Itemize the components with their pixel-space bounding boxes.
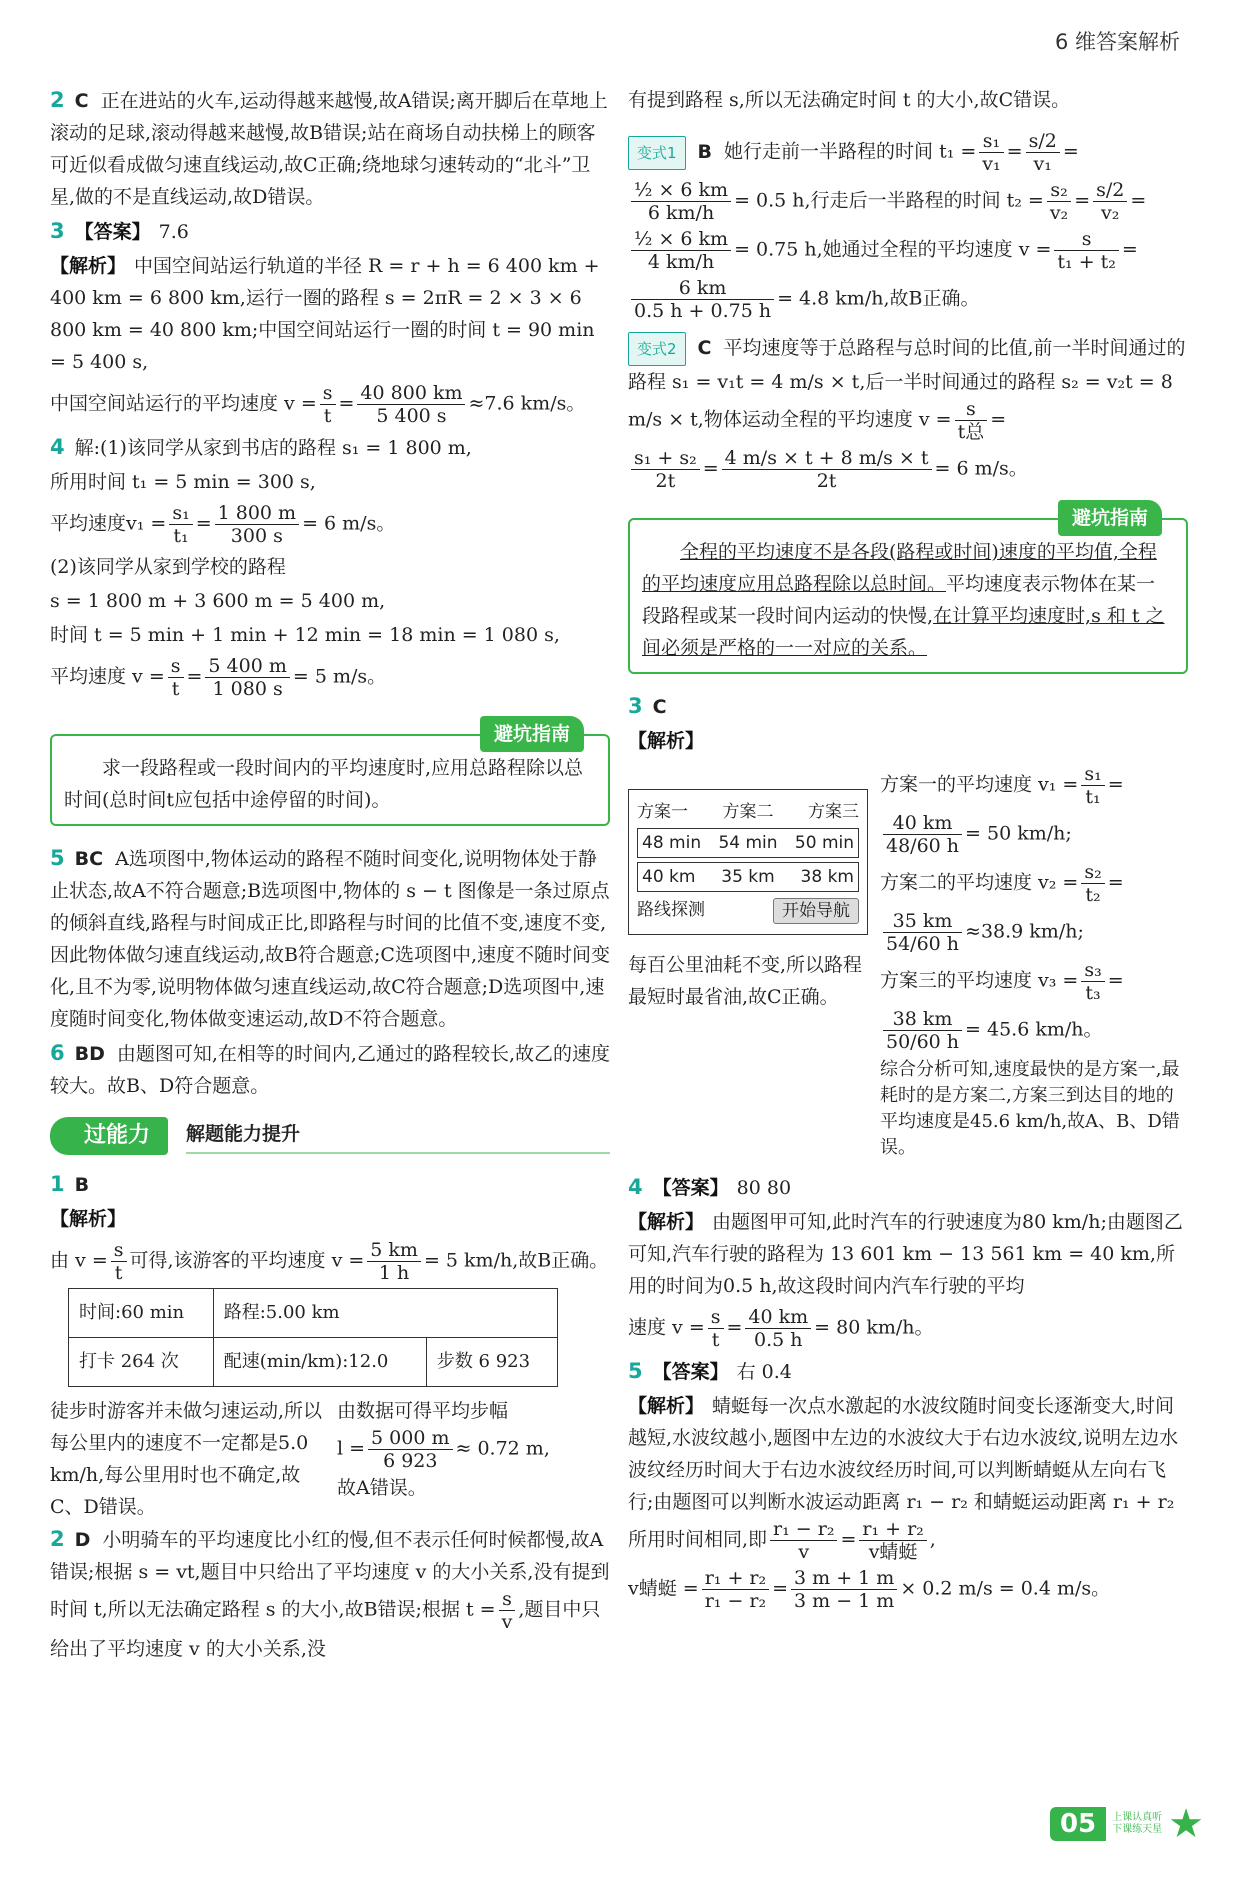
table-cell: 打卡 264 次 <box>69 1338 214 1387</box>
page-header: 6 维答案解析 <box>1054 30 1180 54</box>
p1-note-right: 由数据可得平均步幅 l = $\frac{5 000 m}{6 923}$ ≈ 0.72 m, 故A错误。 <box>337 1400 550 1499</box>
p1-formula: 由 v = $\frac{s}{t}$ 可得,该游客的平均速度 v = $\frac{5 km}{1 h}$ = 5 km/h,故B正确。 <box>50 1239 609 1284</box>
p4-explanation: 【解析】 由题图甲可知,此时汽车的行驶速度为80 km/h;由题图乙可知,汽车行驶的路程为 13 601 km − 13 561 km = 40 km,所用的时间为0.5 h,故这段时间内汽车行驶的平均 <box>628 1211 1183 1297</box>
section-banner <box>50 1118 610 1154</box>
p1: 1 B <box>50 1172 90 1196</box>
variant-tag: 变式1 <box>628 136 686 170</box>
p3-summary: 综合分析可知,速度最快的是方案一,最耗时的是方案二,方案三到达目的地的平均速度是45.6 km/h,故A、B、D错误。 <box>880 1059 1180 1158</box>
nav-distance: 35 km <box>721 867 775 887</box>
p3-body <box>628 759 1188 1161</box>
p2: 2 D 小明骑车的平均速度比小红的慢,但不表示任何时候都慢,故A错误;根据 s = vt,题目中只给出了平均速度 v 的大小关系,没有提到时间 t,所以无法确定路程 s 的大小,故B错误;根据 t = $\frac{s}{v}$ ,题目中只给出了平均速度 v 的大小关系,没 <box>50 1527 610 1660</box>
page-number: 05 <box>1050 1807 1106 1841</box>
slogan: 上课认真听 下课练天星 <box>1112 1812 1163 1835</box>
page-footer <box>1050 1801 1204 1847</box>
star-mascot-icon: ★ <box>1168 1801 1204 1847</box>
guide-title: 避坑指南 <box>1058 500 1162 536</box>
p4-formula: 速度 v = $\frac{s}{t}$ = $\frac{40 km}{0.5 h}$ = 80 km/h。 <box>628 1306 934 1351</box>
nav-time: 48 min <box>642 833 702 853</box>
guide-text: 求一段路程或一段时间内的平均速度时,应用总路程除以总时间(总时间t应包括中途停留的时间)。 <box>64 757 584 811</box>
p1-note-left: 徒步时游客并未做匀速运动,所以每公里内的速度不一定都是5.0 km/h,每公里用时也不确定,故C、D错误。 <box>50 1400 323 1518</box>
q4-formula2: 平均速度 v = $\frac{s}{t}$ = $\frac{5 400 m}{1 080 s}$ = 5 m/s。 <box>50 655 387 700</box>
p1-notes <box>50 1395 610 1523</box>
nav-time: 50 min <box>794 833 854 853</box>
q5: 5 BC A选项图中,物体运动的路程不随时间变化,说明物体处于静止状态,故A不符合题意;B选项图中,物体的 s − t 图像是一条过原点的倾斜直线,路程与时间成正比,即路程与时间的比值不变,速度不变,因此物体做匀速直线运动,故B符合题意;C选项图中,速度不随时间变化,且不为零,说明物体做匀速直线运动,故C符合题意;D选项图中,速度随时间变化,物体做变速运动,故D不符合题意。 <box>50 846 610 1030</box>
q4-line: 所用时间 t₁ = 5 min = 300 s, <box>50 471 316 493</box>
p3-left <box>628 759 868 1161</box>
nav-distance: 40 km <box>642 867 696 887</box>
variant2: 变式2 C 平均速度等于总路程与总时间的比值,前一半时间通过的路程 s₁ = v₁t = 4 m/s × t,后一半时间通过的路程 s₂ = v₂t = 8 m/s × t,物体运动全程的平均速度 v = $\frac{s}{\text{t总}}$ = <box>628 332 1188 443</box>
table-cell: 路程:5.00 km <box>213 1289 557 1338</box>
banner-subtitle: 解题能力提升 <box>186 1118 610 1154</box>
table-cell: 时间:60 min <box>69 1289 214 1338</box>
fitness-data-table <box>68 1288 558 1387</box>
p5-formula: v蜻蜓 = $\frac{\text{r₁ + r₂}}{\text{r₁ − r₂}}$ = $\frac{3 m + 1 m}{3 m - 1 m}$ × 0.2 m/s = 0.4 m/s。 <box>628 1567 1111 1612</box>
nav-plan-label: 方案三 <box>808 802 859 822</box>
table-cell: 配速(min/km):12.0 <box>213 1338 426 1387</box>
banner-title: 过能力 <box>50 1117 168 1155</box>
p5-explanation: 【解析】 蜻蜓每一次点水激起的水波纹随时间变长逐渐变大,时间越短,水波纹越小,题图中左边的水波纹大于右边水波纹,说明左边水波纹经历时间大于右边水波纹经历时间,可以判断蜻蜓从左向右飞行;由题图可以判断水波运动距离 r₁ − r₂ 和蜻蜓运动距离 r₁ + r₂ 所用时间相同,即 $\frac{\text{r₁ − r₂}}{v}$ = $\frac{\text{r₁ + r₂}}{\text{v蜻蜓}}$ , <box>628 1395 1179 1563</box>
table-cell: 步数 6 923 <box>426 1338 557 1387</box>
variant-tag: 变式2 <box>628 332 686 366</box>
nav-distance: 38 km <box>800 867 854 887</box>
p1-exp-tag: 【解析】 <box>50 1208 127 1230</box>
left-column <box>50 84 610 1667</box>
variant1-line2: $\frac{\text{½ × 6 km}}{6 km/h}$ = 0.5 h,行走后一半路程的时间 t₂ = $\frac{\text{s₂}}{\text{v₂}}$ = $\frac{s/2}{\text{v₂}}$ = <box>628 179 1188 224</box>
right-column <box>628 84 1188 1616</box>
p5: 5 【答案】 右 0.4 <box>628 1359 792 1383</box>
start-navigation-button[interactable]: 开始导航 <box>773 898 859 924</box>
pitfall-guide <box>628 507 1188 674</box>
q4-line: (2)该同学从家到学校的路程 <box>50 556 286 578</box>
q6: 6 BD 由题图可知,在相等的时间内,乙通过的路程较长,故乙的速度较大。故B、D符合题意。 <box>50 1041 611 1097</box>
variant1-line4: $\frac{6 km}{0.5 h + 0.75 h}$ = 4.8 km/h,故B正确。 <box>628 277 1188 322</box>
p3-under-note: 每百公里油耗不变,所以路程最短时最省油,故C正确。 <box>628 954 863 1008</box>
p2-continued: 有提到路程 s,所以无法确定时间 t 的大小,故C错误。 <box>628 89 1071 111</box>
nav-plan-label: 方案二 <box>722 802 774 822</box>
p3-right: 方案一的平均速度 v₁ = $\frac{\text{s₁}}{\text{t₁}}$ = $\frac{40 km}{48/60 h}$ = 50 km/h; 方案二的平均速度 v₂ = $\frac{\text{s₂}}{\text{t₂}}$ = $\frac{35 km}{54/60 h}$ ≈38.9 km/h; 方案三的平均速度 v₃ = $\frac{\text{s₃}}{\text{t₃}}$ = $\frac{38 km}{50/60 h}$ = 45.6 km/h。 综合分析可知,速度最快的是方案一,最耗时的是方案二,方案三到达目的地的平均速度是45.6 km/h,故A、B、D错误。 <box>880 759 1188 1161</box>
q2: 2 C 正在进站的火车,运动得越来越慢,故A错误;离开脚后在草地上滚动的足球,滚动得越来越慢,故B错误;站在商场自动扶梯上的顾客可近似看成做匀速直线运动,故C正确;绕地球匀速转动的“北斗”卫星,做的不是直线运动,故D错误。 <box>50 88 608 208</box>
variant2-formula: $\frac{\text{s₁ + s₂}}{2t}$ = $\frac{4 m/s \times t + 8 m/s \times t}{2t}$ = 6 m/s。 <box>628 447 1188 492</box>
nav-plan-label: 方案一 <box>637 802 688 822</box>
guide-title: 避坑指南 <box>480 716 584 752</box>
guide-text: 全程的平均速度不是各段(路程或时间)速度的平均值,全程的平均速度应用总路程除以总时间。平均速度表示物体在某一段路程或某一段时间内运动的快慢,在计算平均速度时,s 和 t 之间必须是严格的一一对应的关系。 <box>642 541 1165 659</box>
q3-explanation: 【解析】 中国空间站运行轨道的半径 R = r + h = 6 400 km + 400 km = 6 800 km,运行一圈的路程 s = 2πR = 2 × 3 × 6 800 km = 40 800 km;中国空间站运行一圈的时间 t = 90 min = 5 400 s, <box>50 255 600 373</box>
navigation-panel <box>628 789 868 935</box>
p4: 4 【答案】 80 80 <box>628 1175 792 1199</box>
q4-line: 时间 t = 5 min + 1 min + 12 min = 18 min = 1 080 s, <box>50 624 560 646</box>
q4: 4 解:(1)该同学从家到书店的路程 s₁ = 1 800 m, <box>50 435 472 459</box>
route-explore-label: 路线探测 <box>637 900 705 920</box>
variant1-line3: $\frac{\text{½ × 6 km}}{4 km/h}$ = 0.75 h,她通过全程的平均速度 v = $\frac{s}{\text{t₁ + t₂}}$ = <box>628 228 1188 273</box>
q3-formula: 中国空间站运行的平均速度 v = $\frac{s}{t}$ = $\frac{40 800 km}{5 400 s}$ ≈7.6 km/s。 <box>50 382 586 427</box>
nav-time: 54 min <box>718 833 778 853</box>
q4-formula1: 平均速度v₁ = $\frac{\text{s₁}}{\text{t₁}}$ = $\frac{1 800 m}{300 s}$ = 6 m/s。 <box>50 502 396 547</box>
q3: 3 【答案】 7.6 <box>50 219 189 243</box>
pitfall-guide <box>50 723 610 826</box>
p3: 3 C <box>628 694 667 718</box>
p3-exp-tag: 【解析】 <box>628 730 705 752</box>
q4-line: s = 1 800 m + 3 600 m = 5 400 m, <box>50 590 386 612</box>
variant1: 变式1 B 她行走前一半路程的时间 t₁ = $\frac{\text{s₁}}{\text{v₁}}$ = $\frac{s/2}{\text{v₁}}$ = <box>628 130 1188 175</box>
